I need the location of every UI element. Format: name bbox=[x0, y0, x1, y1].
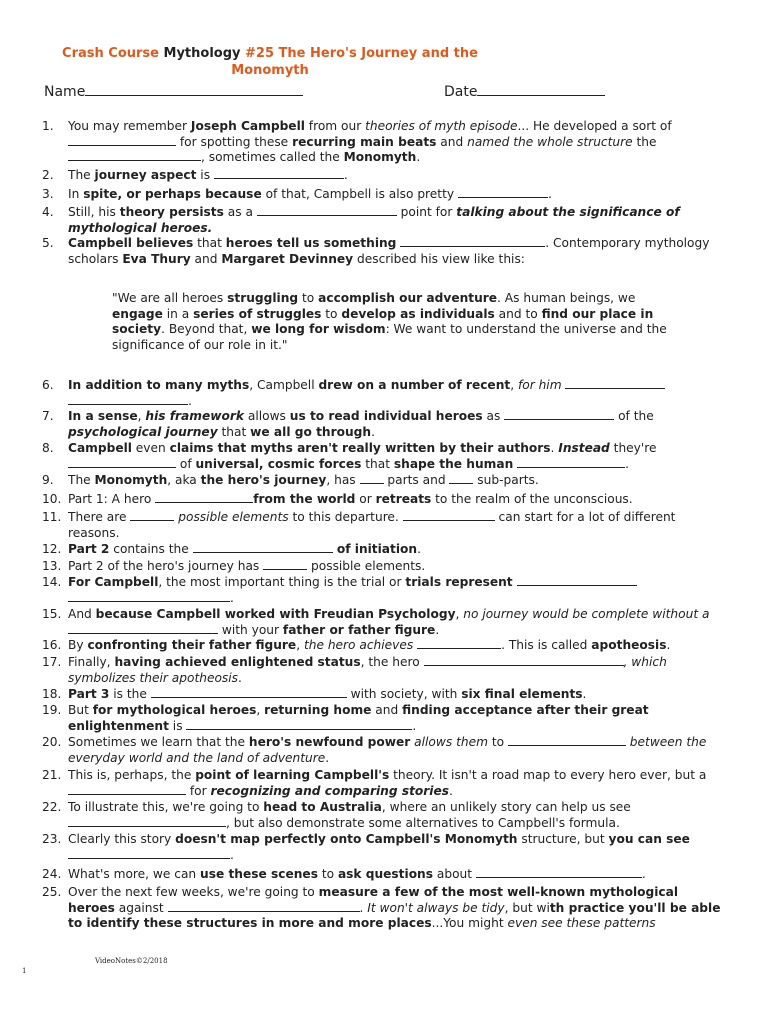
question-text: , Campbell bbox=[249, 378, 319, 392]
question-text: is the bbox=[109, 687, 151, 701]
question-text: ask questions bbox=[337, 867, 433, 881]
question-text bbox=[145, 409, 244, 423]
question-text: that bbox=[361, 456, 394, 471]
question-text: shape the human bbox=[393, 456, 514, 471]
question-number: 6. bbox=[42, 378, 54, 392]
question-text: To illustrate this, we're going to bbox=[68, 800, 264, 814]
title-mythology: Mythology bbox=[163, 46, 241, 61]
question-text: about bbox=[433, 867, 476, 881]
question-text: . bbox=[343, 168, 348, 182]
question-text: But bbox=[68, 703, 93, 717]
question-text: Sometimes we learn that the bbox=[68, 735, 249, 749]
question-text: to bbox=[321, 306, 342, 321]
question-text: to the realm of the unconscious. bbox=[431, 492, 633, 506]
question-text: It won't always be tidy bbox=[367, 900, 505, 915]
question-number: 4. bbox=[42, 205, 54, 219]
answer-blank[interactable] bbox=[517, 466, 625, 468]
question-text: , the hero bbox=[360, 655, 424, 669]
question-text: , but wi bbox=[504, 900, 550, 915]
question-text: no journey would be complete without a bbox=[463, 607, 710, 621]
question-text: theories of myth episode bbox=[365, 119, 518, 133]
name-field[interactable] bbox=[44, 84, 303, 100]
answer-blank[interactable] bbox=[68, 793, 186, 795]
question-text: There are bbox=[68, 510, 131, 524]
question-number: 18. bbox=[42, 687, 62, 701]
question-1 bbox=[42, 119, 722, 166]
question-number: 15. bbox=[42, 607, 62, 621]
answer-blank[interactable] bbox=[214, 177, 344, 179]
question-text: . bbox=[625, 456, 630, 471]
question-text: to bbox=[317, 867, 338, 881]
answer-blank[interactable] bbox=[68, 632, 218, 634]
answer-blank[interactable] bbox=[186, 728, 412, 730]
question-10 bbox=[42, 492, 722, 508]
answer-blank[interactable] bbox=[400, 245, 545, 247]
question-text: What's more, we can bbox=[68, 867, 201, 881]
question-text: . bbox=[416, 150, 421, 165]
question-text: retreats bbox=[375, 492, 432, 506]
question-13 bbox=[42, 559, 722, 575]
question-text: possible elements bbox=[174, 510, 289, 524]
date-field[interactable] bbox=[444, 84, 605, 100]
question-2 bbox=[42, 168, 722, 184]
footer-credit: VideoNotes©2/2018 bbox=[95, 957, 168, 965]
answer-blank[interactable] bbox=[151, 696, 347, 698]
answer-blank[interactable] bbox=[417, 647, 501, 649]
question-text: is bbox=[168, 718, 187, 733]
question-text: , but also demonstrate some alternatives to Campbell's formula. bbox=[226, 815, 620, 830]
question-text: The bbox=[68, 168, 95, 182]
question-text: of bbox=[176, 456, 196, 471]
question-text: even see these patterns bbox=[507, 916, 656, 931]
answer-blank[interactable] bbox=[449, 482, 473, 484]
question-text: from our bbox=[304, 119, 366, 133]
question-text: . bbox=[238, 670, 242, 685]
answer-blank[interactable] bbox=[68, 600, 230, 602]
question-text: point of learning Campbell's bbox=[195, 768, 390, 782]
question-14 bbox=[42, 575, 722, 606]
question-24 bbox=[42, 867, 722, 883]
question-23 bbox=[42, 832, 722, 863]
question-text: , bbox=[296, 638, 304, 652]
question-text: doesn't map perfectly onto Campbell's Monomyth bbox=[175, 832, 518, 846]
question-text: in a bbox=[162, 306, 194, 321]
answer-blank[interactable] bbox=[130, 519, 174, 521]
question-text: accomplish our adventure bbox=[318, 291, 498, 305]
question-text: possible elements. bbox=[307, 559, 426, 573]
question-text: develop as individuals bbox=[341, 306, 495, 321]
question-number: 10. bbox=[42, 492, 62, 506]
question-text: because Campbell worked with Freudian Psychology bbox=[95, 607, 456, 621]
question-text: Clearly this story bbox=[68, 832, 176, 846]
question-text: Part 2 of the hero's journey has bbox=[68, 559, 264, 573]
question-text: heroes tell us something bbox=[225, 236, 397, 250]
question-4 bbox=[42, 205, 722, 236]
block-quote bbox=[112, 291, 672, 353]
answer-blank[interactable] bbox=[476, 876, 642, 878]
question-9 bbox=[42, 473, 722, 489]
question-text: Part 3 bbox=[68, 687, 110, 701]
name-label: Name bbox=[44, 84, 86, 100]
question-number: 9. bbox=[42, 473, 54, 487]
question-number: 14. bbox=[42, 575, 62, 589]
question-5 bbox=[42, 236, 722, 267]
question-number: 21. bbox=[42, 768, 62, 782]
question-text: , bbox=[137, 409, 146, 423]
question-text: , aka bbox=[167, 473, 201, 487]
question-text: confronting their father figure bbox=[87, 638, 297, 652]
question-text: . bbox=[371, 424, 375, 439]
question-text: parts and bbox=[383, 473, 450, 487]
question-text: . bbox=[359, 900, 368, 915]
answer-blank[interactable] bbox=[193, 551, 333, 553]
question-text: . Contemporary mythology scholars bbox=[68, 236, 710, 266]
question-number: 13. bbox=[42, 559, 62, 573]
answer-blank[interactable] bbox=[263, 568, 307, 570]
question-text: that bbox=[217, 424, 251, 439]
question-number: 2. bbox=[42, 168, 54, 182]
question-text: and to bbox=[494, 306, 542, 321]
question-text: the bbox=[632, 134, 657, 149]
question-6 bbox=[42, 378, 722, 409]
question-number: 12. bbox=[42, 542, 62, 556]
question-text: to this departure. bbox=[288, 510, 403, 524]
question-text: . This is called bbox=[501, 638, 592, 652]
question-text: Part 2 bbox=[68, 542, 110, 556]
question-text: finding acceptance after their great enlightenment bbox=[68, 703, 649, 733]
answer-blank[interactable] bbox=[68, 857, 230, 859]
question-text: recognizing and comparing stories bbox=[210, 783, 449, 798]
question-text: of that, Campbell is also pretty bbox=[261, 187, 458, 201]
question-text: the hero achieves bbox=[303, 638, 414, 652]
answer-blank[interactable] bbox=[68, 403, 188, 405]
question-text: In a sense bbox=[68, 409, 138, 423]
question-text: point for bbox=[396, 205, 457, 219]
answer-blank[interactable] bbox=[68, 825, 226, 827]
question-text: . bbox=[641, 867, 646, 881]
question-text: Over the next few weeks, we're going to bbox=[68, 885, 319, 899]
question-18 bbox=[42, 687, 722, 703]
answer-blank[interactable] bbox=[68, 144, 176, 146]
question-text: for mythological heroes bbox=[92, 703, 257, 717]
question-text: theory. It isn't a road map to every hero ever, but a bbox=[389, 768, 707, 782]
question-text: the hero's journey bbox=[200, 473, 327, 487]
question-text: In addition to many myths bbox=[68, 378, 250, 392]
question-number: 22. bbox=[42, 800, 62, 814]
question-text: contains the bbox=[109, 542, 193, 556]
question-text: allows them bbox=[410, 735, 488, 749]
question-12 bbox=[42, 542, 722, 558]
question-text: his framework bbox=[145, 409, 244, 423]
question-text: talking about the significance of mythological heroes. bbox=[68, 205, 680, 235]
question-text: and bbox=[190, 251, 222, 266]
page-title bbox=[0, 45, 540, 79]
question-text: even bbox=[131, 441, 170, 455]
question-text bbox=[211, 784, 449, 798]
question-number: 1. bbox=[42, 119, 54, 133]
question-19 bbox=[42, 703, 722, 734]
question-text: for bbox=[186, 783, 211, 798]
question-text: . bbox=[550, 441, 559, 455]
question-text: . bbox=[547, 187, 552, 201]
question-text: psychological journey bbox=[68, 424, 218, 439]
question-text: , bbox=[455, 607, 464, 621]
question-text: , has bbox=[326, 473, 360, 487]
question-text: allows bbox=[244, 409, 290, 423]
question-21 bbox=[42, 768, 722, 799]
answer-blank[interactable] bbox=[424, 664, 624, 666]
question-text bbox=[68, 425, 218, 439]
question-text: Monomyth bbox=[94, 473, 168, 487]
question-number: 7. bbox=[42, 409, 54, 423]
answer-blank[interactable] bbox=[403, 519, 495, 521]
answer-blank[interactable] bbox=[155, 501, 253, 503]
question-text: is bbox=[196, 168, 214, 182]
question-number: 11. bbox=[42, 510, 62, 524]
question-text: In bbox=[68, 187, 84, 201]
question-text: : We want to understand the universe and the significance of our role in it." bbox=[112, 322, 667, 352]
question-text: . bbox=[230, 847, 234, 862]
question-text: th practice you'll be able to identify these structures in more and more places bbox=[68, 900, 721, 931]
question-text: . bbox=[230, 590, 234, 605]
question-text: spite, or perhaps because bbox=[83, 187, 262, 201]
title-monomyth: Monomyth bbox=[231, 63, 309, 78]
question-text: The bbox=[68, 473, 95, 487]
question-text: series of struggles bbox=[193, 306, 322, 321]
question-number: 25. bbox=[42, 885, 62, 899]
question-text: against bbox=[114, 900, 168, 915]
question-text: universal, cosmic forces bbox=[195, 456, 362, 471]
answer-blank[interactable] bbox=[68, 159, 201, 161]
question-text: ...You might bbox=[431, 916, 508, 931]
question-text: , sometimes called the bbox=[201, 150, 344, 165]
question-text: Campbell believes bbox=[68, 236, 194, 250]
page-number: 1 bbox=[22, 967, 27, 975]
question-text: hero's newfound power bbox=[248, 735, 411, 749]
question-text: to bbox=[487, 735, 508, 749]
question-number: 17. bbox=[42, 655, 62, 669]
answer-blank[interactable] bbox=[68, 466, 176, 468]
question-text: ... He developed a sort of bbox=[517, 119, 672, 133]
question-text: For Campbell bbox=[68, 575, 159, 589]
question-15 bbox=[42, 607, 722, 638]
question-text: with society, with bbox=[346, 687, 462, 701]
question-16 bbox=[42, 638, 722, 654]
question-number: 5. bbox=[42, 236, 54, 250]
question-text: Eva Thury bbox=[122, 251, 191, 266]
question-text: Still, his bbox=[68, 205, 120, 219]
question-number: 19. bbox=[42, 703, 62, 717]
answer-blank[interactable] bbox=[517, 584, 637, 586]
question-3 bbox=[42, 187, 722, 203]
question-text: Monomyth bbox=[343, 150, 417, 165]
question-text: "We are all heroes bbox=[112, 291, 228, 305]
question-text: , the most important thing is the trial or bbox=[158, 575, 406, 589]
question-text: that bbox=[193, 236, 226, 250]
question-number: 3. bbox=[42, 187, 54, 201]
answer-blank[interactable] bbox=[565, 387, 665, 389]
question-text: , bbox=[510, 378, 518, 392]
question-text: structure, but bbox=[517, 832, 609, 846]
question-text: as a bbox=[223, 205, 257, 219]
question-number: 20. bbox=[42, 735, 62, 749]
question-text: struggling bbox=[227, 291, 299, 305]
question-text: Joseph Campbell bbox=[190, 119, 305, 133]
question-text: , which symbolizes their apotheosis bbox=[68, 655, 667, 685]
question-text: , where an unlikely story can help us see bbox=[381, 800, 631, 814]
question-text: . bbox=[412, 718, 417, 733]
question-text: for spotting these bbox=[176, 134, 293, 149]
question-text: theory persists bbox=[119, 205, 224, 219]
question-text: sub-parts. bbox=[473, 473, 539, 487]
question-text: can start for a lot of different reasons. bbox=[68, 510, 676, 540]
question-text: . Beyond that, bbox=[161, 322, 252, 337]
answer-blank[interactable] bbox=[360, 482, 384, 484]
question-text: Margaret Devinney bbox=[221, 251, 354, 266]
answer-blank[interactable] bbox=[257, 214, 397, 216]
answer-blank[interactable] bbox=[504, 418, 614, 420]
question-text: they're bbox=[609, 441, 657, 455]
question-text: head to Australia bbox=[263, 800, 382, 814]
question-text bbox=[558, 441, 610, 455]
question-text: father or father figure bbox=[282, 622, 436, 637]
question-text: for him bbox=[517, 378, 562, 392]
question-text: or bbox=[355, 492, 376, 506]
question-text: Finally, bbox=[68, 655, 115, 669]
question-20 bbox=[42, 735, 722, 766]
question-text: drew on a number of recent bbox=[318, 378, 511, 392]
question-text: and bbox=[371, 703, 403, 717]
answer-blank[interactable] bbox=[458, 196, 548, 198]
question-text: trials represent bbox=[405, 575, 513, 589]
question-text: as bbox=[482, 409, 505, 423]
title-episode: #25 The Hero's Journey and the bbox=[245, 46, 478, 61]
question-text: Part 1: A hero bbox=[68, 492, 156, 506]
question-text: of the bbox=[614, 409, 654, 423]
question-text: Instead bbox=[558, 441, 610, 455]
date-blank[interactable] bbox=[477, 94, 605, 96]
date-label: Date bbox=[444, 84, 478, 100]
question-text: . bbox=[188, 393, 192, 408]
question-text: . bbox=[666, 638, 671, 652]
question-22 bbox=[42, 800, 722, 831]
question-text: . bbox=[417, 542, 421, 556]
question-text: returning home bbox=[264, 703, 372, 717]
question-text: we long for wisdom bbox=[251, 322, 386, 337]
question-number: 16. bbox=[42, 638, 62, 652]
question-7 bbox=[42, 409, 722, 440]
question-11 bbox=[42, 510, 722, 541]
question-text: measure a few of the most well-known mythological heroes bbox=[68, 885, 679, 915]
question-text: And bbox=[68, 607, 96, 621]
question-text: described his view like this: bbox=[353, 251, 525, 266]
question-text: . As human beings, we bbox=[497, 291, 636, 305]
question-text: journey aspect bbox=[94, 168, 197, 182]
question-text: six final elements bbox=[461, 687, 583, 701]
question-text: engage bbox=[112, 306, 163, 321]
question-text: and bbox=[436, 134, 468, 149]
question-text: from the world bbox=[253, 492, 356, 506]
question-text: . bbox=[435, 622, 440, 637]
name-blank[interactable] bbox=[85, 94, 303, 96]
question-text: . bbox=[582, 687, 587, 701]
question-text: claims that myths aren't really written by their authors bbox=[169, 441, 551, 455]
question-number: 8. bbox=[42, 441, 54, 455]
question-text: of initiation bbox=[332, 542, 418, 556]
question-text: we all go through bbox=[250, 424, 372, 439]
answer-blank[interactable] bbox=[508, 744, 626, 746]
answer-blank[interactable] bbox=[168, 910, 360, 912]
question-text: Campbell bbox=[68, 441, 132, 455]
question-17 bbox=[42, 655, 722, 686]
title-crash-course: Crash Course bbox=[62, 46, 159, 61]
question-text: . bbox=[325, 750, 330, 765]
question-text: use these scenes bbox=[200, 867, 318, 881]
question-25 bbox=[42, 885, 722, 932]
question-number: 23. bbox=[42, 832, 62, 846]
question-text: You may remember bbox=[68, 119, 191, 133]
question-text: you can see bbox=[608, 832, 690, 846]
question-number: 24. bbox=[42, 867, 62, 881]
question-text: This is, perhaps, the bbox=[68, 768, 196, 782]
question-text: , bbox=[256, 703, 265, 717]
question-text: between the everyday world and the land of adventure bbox=[68, 735, 707, 765]
question-text: apotheosis bbox=[591, 638, 667, 652]
question-text: with your bbox=[218, 622, 283, 637]
question-text: named the whole structure bbox=[467, 134, 633, 149]
question-text: having achieved enlightened status bbox=[114, 655, 361, 669]
question-text: . bbox=[449, 783, 453, 798]
question-text: find our place in society bbox=[112, 306, 654, 337]
question-text: By bbox=[68, 638, 88, 652]
question-8 bbox=[42, 441, 722, 472]
question-text: to bbox=[298, 291, 319, 305]
question-text: us to read individual heroes bbox=[289, 409, 483, 423]
question-text: recurring main beats bbox=[292, 134, 437, 149]
